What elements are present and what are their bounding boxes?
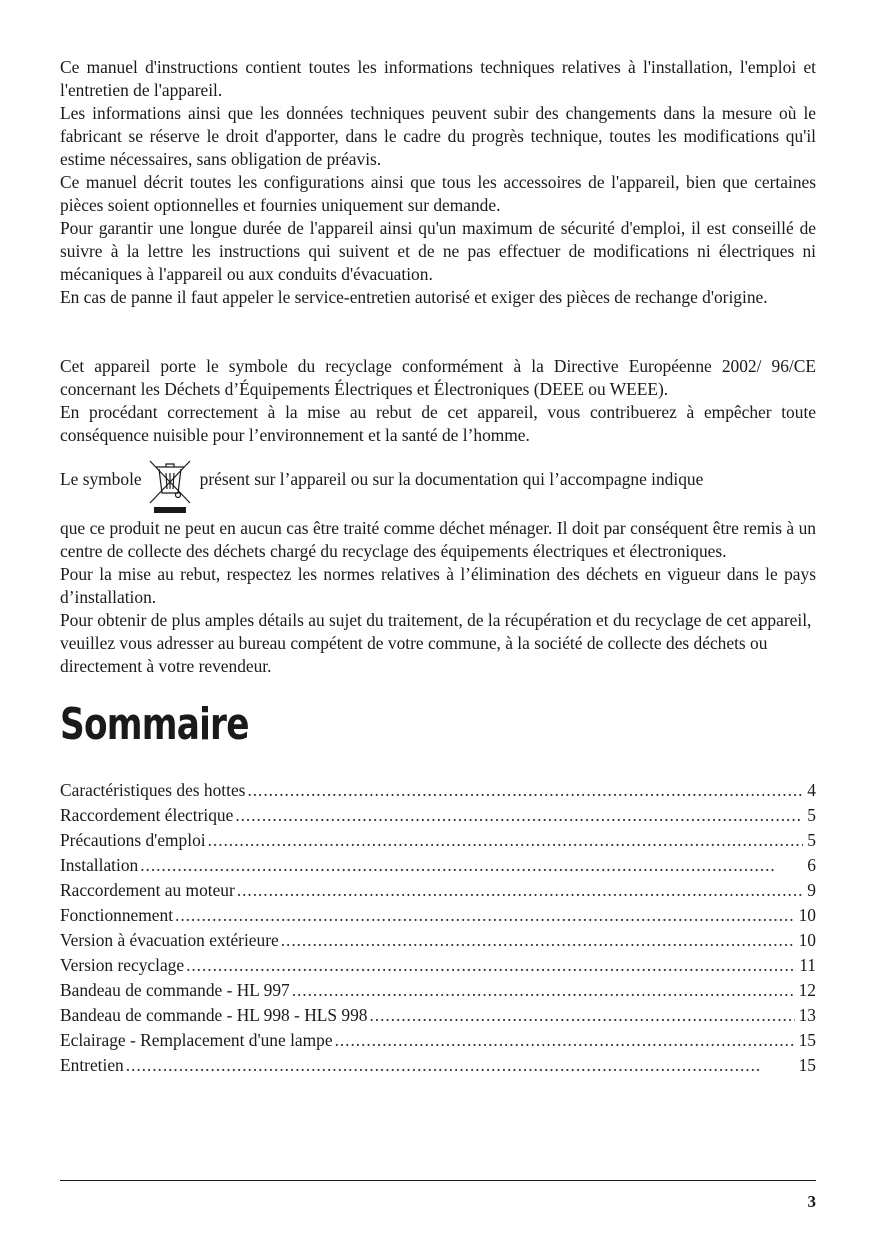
- crossed-out-wheelie-bin-icon: [148, 459, 192, 515]
- toc-entry[interactable]: [60, 778, 816, 803]
- toc-entry[interactable]: [60, 1028, 816, 1053]
- toc-entry-page: 4: [807, 780, 816, 800]
- toc-leader-dots: [237, 878, 803, 903]
- toc-leader-dots: [369, 1003, 794, 1028]
- toc-entry[interactable]: [60, 903, 816, 928]
- toc-entry-page: 9: [807, 880, 816, 900]
- toc-leader-dots: [292, 978, 795, 1003]
- toc-entry-label: Version recyclage: [60, 955, 185, 975]
- toc-title: Sommaire: [60, 699, 249, 750]
- toc-entry-label: Entretien: [60, 1055, 124, 1075]
- toc-leader-dots: [235, 803, 803, 828]
- toc-entry-label: Précautions d'emploi: [60, 830, 206, 850]
- toc-entry[interactable]: [60, 978, 816, 1003]
- intro-section: [60, 56, 816, 309]
- symbol-text-before: Le symbole: [60, 469, 142, 489]
- toc-entry[interactable]: [60, 828, 816, 853]
- toc-entry-label: Bandeau de commande - HL 997: [60, 980, 290, 1000]
- intro-paragraph: Ce manuel d'instructions contient toutes les informations techniques relatives à l'installation, l'emploi et l'entretien de l'appareil.: [60, 57, 816, 100]
- toc-entry-page: 15: [798, 1055, 816, 1075]
- intro-paragraph: Ce manuel décrit toutes les configurations ainsi que tous les accessoires de l'appareil, bien que certaines pièces soient optionnelles et fournies uniquement sur demande.: [60, 172, 816, 215]
- toc-entry[interactable]: [60, 803, 816, 828]
- toc-entry-page: 11: [799, 955, 816, 975]
- toc-entry[interactable]: [60, 1003, 816, 1028]
- weee-paragraph: En procédant correctement à la mise au rebut de cet appareil, vous contribuerez à empêcher toute conséquence nuisible pour l’environnement et la santé de l’homme.: [60, 402, 816, 445]
- intro-paragraph: En cas de panne il faut appeler le service-entretien autorisé et exiger des pièces de rechange d'origine.: [60, 287, 768, 307]
- toc-entry-label: Installation: [60, 855, 139, 875]
- weee-paragraph: Pour la mise au rebut, respectez les normes relatives à l’élimination des déchets en vigueur dans le pays d’installation.: [60, 564, 816, 607]
- page-content: [60, 56, 816, 1078]
- weee-paragraph: Cet appareil porte le symbole du recyclage conformément à la Directive Européenne 2002/ 96/CE concernant les Déchets d’Équipements Électriques et Électroniques (DEEE ou WEEE).: [60, 356, 816, 399]
- symbol-text-after: présent sur l’appareil ou sur la documentation qui l’accompagne indique: [199, 469, 704, 489]
- toc-entry-label: Bandeau de commande - HL 998 - HLS 998: [60, 1005, 368, 1025]
- toc-entry-page: 10: [798, 930, 816, 950]
- toc-entry-label: Caractéristiques des hottes: [60, 780, 246, 800]
- toc-entry-label: Fonctionnement: [60, 905, 174, 925]
- toc-entry-label: Eclairage - Remplacement d'une lampe: [60, 1030, 333, 1050]
- table-of-contents: [60, 778, 816, 1078]
- toc-entry-label: Raccordement électrique: [60, 805, 234, 825]
- toc-entry[interactable]: [60, 953, 816, 978]
- toc-leader-dots: [175, 903, 795, 928]
- weee-section: [60, 355, 816, 678]
- toc-leader-dots: [126, 1053, 795, 1078]
- toc-entry[interactable]: [60, 853, 816, 878]
- toc-entry-label: Raccordement au moteur: [60, 880, 235, 900]
- toc-entry-page: 13: [798, 1005, 816, 1025]
- toc-entry-page: 5: [807, 805, 816, 825]
- toc-leader-dots: [247, 778, 803, 803]
- footer-divider: [60, 1180, 816, 1181]
- toc-entry-page: 10: [798, 905, 816, 925]
- toc-leader-dots: [208, 828, 804, 853]
- toc-entry[interactable]: [60, 878, 816, 903]
- toc-entry-label: Version à évacuation extérieure: [60, 930, 279, 950]
- toc-entry-page: 15: [798, 1030, 816, 1050]
- weee-paragraph: Pour obtenir de plus amples détails au sujet du traitement, de la récupération et du recyclage de cet appareil, veuillez vous adresser au bureau compétent de votre commune, à la société de collecte des déchets ou directement à votre revendeur.: [60, 610, 812, 676]
- page-number: 3: [807, 1192, 816, 1211]
- toc-leader-dots: [281, 928, 795, 953]
- toc-entry[interactable]: [60, 928, 816, 953]
- toc-leader-dots: [140, 853, 803, 878]
- intro-paragraph: Les informations ainsi que les données techniques peuvent subir des changements dans la mesure où le fabricant se réserve le droit d'apporter, dans le cadre du progrès technique, toutes les modifications qu'il estime nécessaires, sans obligation de préavis.: [60, 103, 816, 169]
- toc-leader-dots: [335, 1028, 795, 1053]
- toc-entry-page: 6: [807, 855, 816, 875]
- toc-entry-page: 5: [807, 830, 816, 850]
- toc-leader-dots: [186, 953, 795, 978]
- intro-paragraph: Pour garantir une longue durée de l'appareil ainsi qu'un maximum de sécurité d'emploi, il est conseillé de suivre à la lettre les instructions qui suivent et de ne pas effectuer de modifications ni électriques ni mécaniques à l'appareil ou aux conduits d'évacuation.: [60, 218, 816, 284]
- toc-entry[interactable]: [60, 1053, 816, 1078]
- weee-symbol-line: [60, 459, 816, 507]
- toc-entry-page: 12: [798, 980, 816, 1000]
- weee-paragraph: que ce produit ne peut en aucun cas être traité comme déchet ménager. Il doit par conséquent être remis à un centre de collecte des déchets chargé du recyclage des équipements électriques et électroniques.: [60, 518, 816, 561]
